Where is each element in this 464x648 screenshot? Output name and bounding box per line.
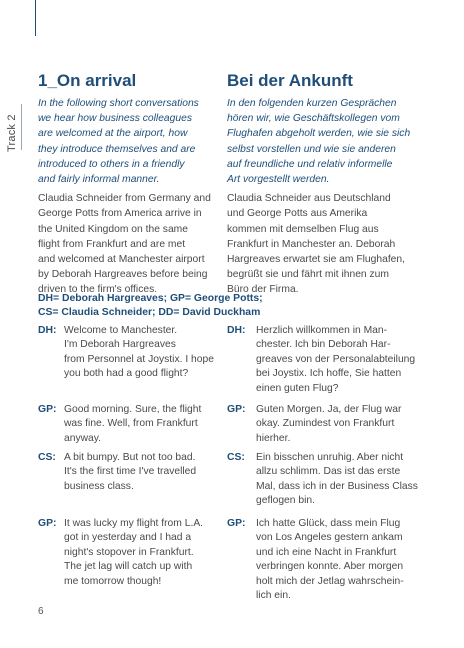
section-title-de: Bei der Ankunft — [227, 71, 353, 90]
dialogue-turn-en — [38, 517, 228, 589]
speaker-tag: DH: — [227, 325, 246, 336]
utterance-en: Welcome to Manchester. I'm Deborah Hargreaves from Personnel at Joystix. I hope you both had a good flight? — [64, 325, 214, 380]
track-label: Track 2 — [6, 114, 18, 152]
dialogue-turn-en — [38, 451, 228, 494]
speaker-tag: GP: — [38, 518, 57, 529]
dialogue-turn-de — [227, 403, 432, 446]
speaker-tag: CS: — [38, 452, 56, 463]
speaker-tag: DH: — [38, 325, 57, 336]
top-margin-rule — [35, 0, 36, 36]
dialogue-turn-de — [227, 324, 432, 396]
speaker-tag: GP: — [227, 404, 246, 415]
intro-en: In the following short conversations we hear how business colleagues are welcomed at the airport, how they introduce themselves and are introduced to others in a friendly and fairly informal manner. — [38, 98, 199, 186]
page-number: 6 — [38, 606, 44, 617]
speaker-tag: GP: — [227, 518, 246, 529]
speaker-key: DH= Deborah Hargreaves; GP= George Potts; CS= Claudia Schneider; DD= David Duckham — [38, 293, 263, 318]
utterance-de: Ich hatte Glück, dass mein Flug von Los Angeles gestern ankam und ich eine Nacht in Frankfurt verbringen konnte. Aber morgen holt mich der Jetlag wahrschein- lich ein. — [256, 518, 404, 602]
scene-description-en: Claudia Schneider from Germany and George Potts from America arrive in the United Kingdom on the same flight from Frankfurt and are met and welcomed at Manchester airport by Deborah Hargreaves before being driven to the firm's offices. — [38, 193, 211, 296]
utterance-de: Herzlich willkommen in Man- chester. Ich bin Deborah Har- greaves von der Personalabteilung bei Joystix. Ich hoffe, Sie hatten einen guten Flug? — [256, 325, 416, 394]
dialogue-turn-de — [227, 517, 432, 603]
utterance-en: Good morning. Sure, the flight was fine. Well, from Frankfurt anyway. — [64, 404, 202, 444]
utterance-de: Guten Morgen. Ja, der Flug war okay. Zumindest von Frankfurt hierher. — [256, 404, 402, 444]
intro-de: In den folgenden kurzen Gesprächen hören wir, wie Geschäftskollegen vom Flughafen abgeholt werden, wie sie sich selbst vorstellen und wie sie anderen auf freundliche und relativ informelle Art vorgestellt werden. — [227, 98, 411, 186]
section-title-en: 1_On arrival — [38, 71, 137, 90]
scene-description-de: Claudia Schneider aus Deutschland und George Potts aus Amerika kommen mit demselben Flug aus Frankfurt in Manchester an. Deborah Hargreaves erwartet sie am Flughafen, begrüßt sie und fährt mit ihnen zum Büro der Firma. — [227, 193, 405, 296]
english-column — [38, 70, 228, 298]
track-divider — [21, 104, 22, 150]
dialogue-turn-en — [38, 324, 228, 382]
german-column — [227, 70, 427, 298]
speaker-tag: GP: — [38, 404, 57, 415]
speaker-tag: CS: — [227, 452, 245, 463]
utterance-de: Ein bisschen unruhig. Aber nicht allzu schlimm. Das ist das erste Mal, dass ich in der Business Class geflogen bin. — [256, 452, 418, 507]
utterance-en: A bit bumpy. But not too bad. It's the first time I've travelled business class. — [64, 452, 197, 492]
dialogue-turn-de — [227, 451, 432, 509]
dialogue-turn-en — [38, 403, 228, 446]
utterance-en: It was lucky my flight from L.A. got in yesterday and I had a night's stopover in Frankfurt. The jet lag will catch up with me tomorrow though! — [64, 518, 204, 587]
